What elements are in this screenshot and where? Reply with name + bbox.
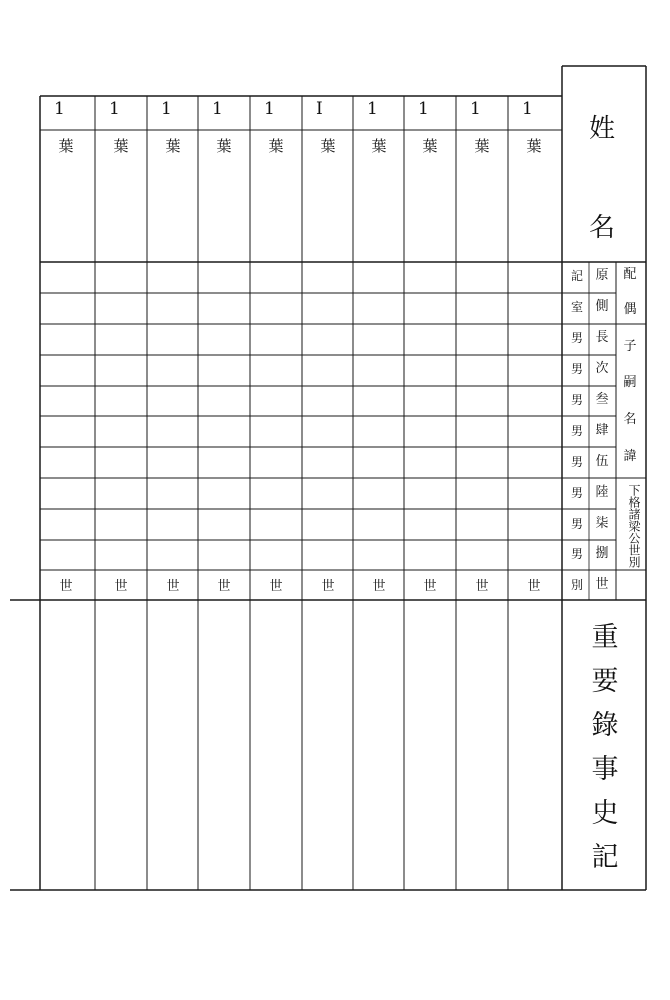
relation-prefix: 男	[570, 393, 583, 407]
column-number: 1	[264, 99, 275, 119]
relation-term: 伍	[595, 454, 609, 469]
generation-label: 世	[114, 579, 128, 594]
relation-term: 肆	[595, 423, 609, 438]
relation-prefix: 室	[570, 300, 583, 314]
column-number: 1	[54, 99, 65, 119]
relation-term: 叁	[595, 392, 609, 407]
record-title-char: 要	[591, 666, 619, 697]
column-number: 1	[161, 99, 172, 119]
leaf-label: 葉	[526, 137, 542, 155]
relation-prefix: 男	[570, 424, 583, 438]
relation-term: 柒	[595, 516, 609, 531]
spouse-group-label: 配	[623, 267, 637, 282]
generation-label: 世	[475, 579, 489, 594]
relation-term: 次	[595, 361, 609, 376]
relation-prefix: 男	[570, 547, 583, 561]
record-title-char: 記	[591, 842, 619, 873]
leaf-label: 葉	[216, 137, 232, 155]
name-label-given: 名	[588, 213, 615, 243]
relation-term: 長	[595, 330, 609, 345]
heir-group-label-2: 嗣	[623, 375, 637, 390]
generation-label: 世	[217, 579, 231, 594]
generation-label: 世	[527, 579, 541, 594]
leaf-label: 葉	[165, 137, 181, 155]
relation-prefix: 別	[570, 578, 583, 592]
relation-prefix: 男	[570, 362, 583, 376]
generation-label: 世	[372, 579, 386, 594]
generation-label: 世	[423, 579, 437, 594]
column-number: 1	[109, 99, 120, 119]
spouse-group-label-2: 偶	[623, 302, 637, 317]
leaf-label: 葉	[58, 137, 74, 155]
heir-group-label-3: 名	[623, 412, 637, 427]
name-label-surname: 姓	[588, 114, 615, 144]
leaf-label: 葉	[422, 137, 438, 155]
relation-prefix: 男	[570, 517, 583, 531]
relation-prefix: 男	[570, 331, 583, 345]
relation-term: 捌	[595, 546, 609, 561]
leaf-label: 葉	[113, 137, 129, 155]
generation-label: 世	[269, 579, 283, 594]
relation-prefix: 男	[570, 486, 583, 500]
relation-term: 原	[595, 268, 609, 283]
relation-term: 側	[595, 299, 609, 314]
relation-term: 陸	[595, 485, 609, 500]
column-number: 1	[367, 99, 378, 119]
leaf-label: 葉	[320, 137, 336, 155]
generation-label: 世	[321, 579, 335, 594]
record-title-char: 事	[591, 754, 619, 785]
heir-group-label: 子	[623, 339, 637, 354]
relation-prefix: 男	[570, 455, 583, 469]
leaf-label: 葉	[371, 137, 387, 155]
record-title-char: 錄	[591, 710, 619, 741]
column-number: 1	[212, 99, 223, 119]
generation-label: 世	[59, 579, 73, 594]
generation-label: 世	[166, 579, 180, 594]
relation-term: 世	[595, 577, 609, 592]
relation-prefix: 記	[570, 269, 583, 283]
column-number: 1	[522, 99, 533, 119]
record-title-char: 史	[591, 798, 619, 829]
column-number: I	[316, 99, 323, 119]
heir-group-label-4: 諱	[623, 449, 637, 464]
record-title-char: 重	[591, 622, 619, 653]
lineage-note: 下格諸梁公世別	[627, 484, 641, 568]
column-number: 1	[470, 99, 481, 119]
column-number: 1	[418, 99, 429, 119]
leaf-label: 葉	[268, 137, 284, 155]
leaf-label: 葉	[474, 137, 490, 155]
